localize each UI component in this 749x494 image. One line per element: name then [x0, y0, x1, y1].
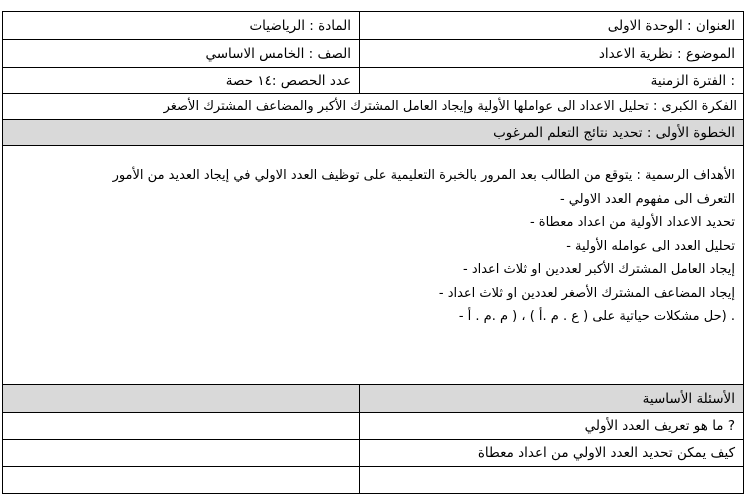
- questions-heading: الأسئلة الأساسية: [360, 385, 744, 413]
- lesson-plan-table: [2, 11, 744, 494]
- step-one-row: [3, 120, 744, 146]
- question-row: [3, 467, 744, 494]
- header-row-3: [3, 68, 744, 94]
- objectives-row: [3, 146, 744, 385]
- lesson-plan-document: [3, 11, 744, 494]
- objective-item: إيجاد المضاعف المشترك الأصغر لعددين او ثلاث اعداد -: [438, 285, 735, 301]
- questions-heading-empty: [3, 385, 360, 413]
- question-item: ? ما هو تعريف العدد الأولي: [360, 413, 744, 440]
- big-idea-row: [3, 94, 744, 120]
- step-one-heading: الخطوة الأولى : تحديد نتائج التعلم المرغوب: [3, 120, 744, 146]
- objective-item: إيجاد العامل المشترك الأكبر لعددين او ثلاث اعداد -: [463, 262, 735, 277]
- subject-cell: المادة : الرياضيات: [3, 12, 360, 40]
- objectives-intro: الأهداف الرسمية : يتوقع من الطالب بعد المرور بالخبرة التعليمية على توظيف العدد الاولي في إيجاد العديد من الأمور: [112, 168, 735, 183]
- question-empty-cell: [3, 413, 360, 440]
- objective-item: تحليل العدد الى عوامله الأولية -: [566, 238, 735, 254]
- sessions-cell: عدد الحصص :١٤ حصة: [3, 68, 360, 94]
- question-empty-cell: [3, 440, 360, 467]
- objective-item: تحديد الاعداد الأولية من اعداد معطاة -: [529, 215, 735, 230]
- title-cell: العنوان : الوحدة الاولى: [360, 12, 744, 40]
- objectives-cell: [3, 146, 744, 385]
- objective-item: . (حل مشكلات حياتية على ( ع . م .أ ) ، ( م .م . أ -: [458, 309, 735, 324]
- question-row: [3, 440, 744, 467]
- question-item: كيف يمكن تحديد العدد الاولي من اعداد معطاة: [360, 440, 744, 467]
- header-row-2: [3, 40, 744, 68]
- period-cell: : الفترة الزمنية: [360, 68, 744, 94]
- questions-heading-row: [3, 385, 744, 413]
- big-idea-cell: الفكرة الكبرى : تحليل الاعداد الى عواملها الأولية وإيجاد العامل المشترك الأكبر والمضاعف المشترك الأصغر: [3, 94, 744, 120]
- question-item-cut: [360, 467, 744, 494]
- grade-cell: الصف : الخامس الاساسي: [3, 40, 360, 68]
- topic-cell: الموضوع : نظرية الاعداد: [360, 40, 744, 68]
- question-empty-cell: [3, 467, 360, 494]
- header-row-1: [3, 12, 744, 40]
- question-row: [3, 413, 744, 440]
- objective-item: التعرف الى مفهوم العدد الاولي -: [559, 191, 735, 207]
